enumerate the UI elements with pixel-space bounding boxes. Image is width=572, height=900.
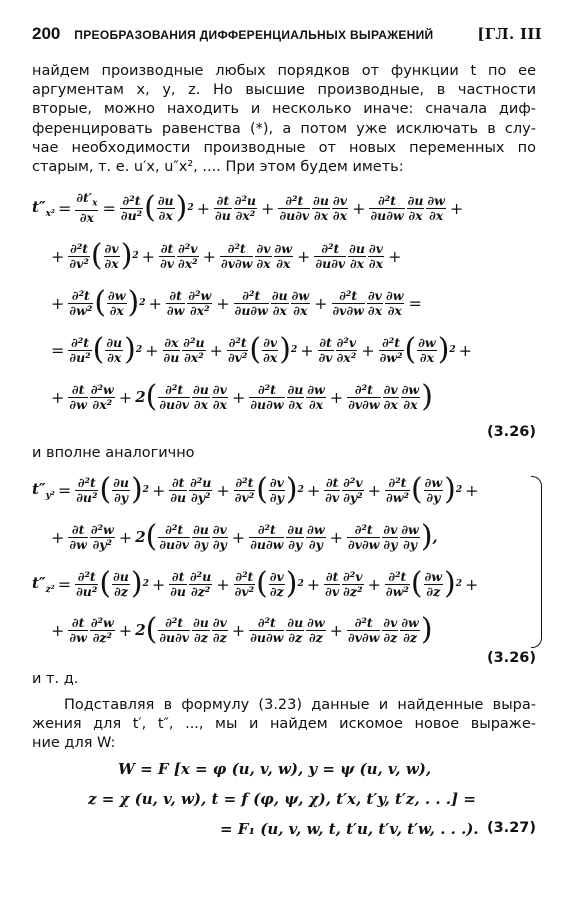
running-title: ПРЕОБРАЗОВАНИЯ ДИФФЕРЕНЦИАЛЬНЫХ ВЫРАЖЕНИЙ [74,28,434,42]
equation-label: (3.26) [486,650,536,666]
outro-paragraph [32,696,536,754]
equation-row: + $\frac{\partial t}{\partial w}$ $\frac{\text{∂²w}}{\text{∂z²}}$ + 2 ( $\frac{\text{∂²t}}{\partial u\partial v}$ $\frac{\partial u}{\partial z}$ $\frac{\partial v}{\partial z}$ + $\frac{\text{∂²t}}{\partial u\partial w}$ $\frac{\partial u}{\partial z}$ $\frac{\partial w}{\partial z}$ + $\frac{\text{∂²t}}{\partial v\partial w}$ $\frac{\partial v}{\partial z}$ $\frac{\partial w}{\partial z}$ ) [51,612,433,647]
text-line: и т. д. [32,671,79,687]
equation-row: + $\frac{\text{∂²t}}{\text{∂w²}}$ ( $\frac{\partial w}{\partial x}$ ) 2 + $\frac{\partial t}{\partial w}$ $\frac{\text{∂²w}}{\text{∂x²}}$ + $\frac{\text{∂²t}}{\partial u\partial w}$ $\frac{\partial u}{\partial x}$ $\frac{\partial w}{\partial x}$ + $\frac{\text{∂²t}}{\partial v\partial w}$ $\frac{\partial v}{\partial x}$ $\frac{\partial w}{\partial x}$ = [51,285,422,320]
text-line: ференцировать равенства (*), а потом уже исключать в слу- [32,120,536,137]
equation-row: $t''_{x^2}$ = $\frac{\partial t'_x}{\partial x}$ = $\frac{\text{∂²t}}{\text{∂u²}}$ ( $\frac{\partial u}{\partial x}$ ) 2 + $\frac{\partial t}{\partial u}$ $\frac{\text{∂²u}}{\text{∂x²}}$ + $\frac{\text{∂²t}}{\partial u\partial v}$ $\frac{\partial u}{\partial x}$ $\frac{\partial v}{\partial x}$ + $\frac{\text{∂²t}}{\partial u\partial w}$ $\frac{\partial u}{\partial x}$ $\frac{\partial w}{\partial x}$ + [32,189,464,226]
page-number: 200 [32,24,61,43]
equation-row: $t''_{z^2}$ = $\frac{\text{∂²t}}{\text{∂u²}}$ ( $\frac{\partial u}{\partial z}$ ) 2 + $\frac{\partial t}{\partial u}$ $\frac{\text{∂²u}}{\text{∂z²}}$ + $\frac{\text{∂²t}}{\text{∂v²}}$ ( $\frac{\partial v}{\partial z}$ ) 2 + $\frac{\partial t}{\partial v}$ $\frac{\text{∂²v}}{\text{∂z²}}$ + $\frac{\text{∂²t}}{\text{∂w²}}$ ( $\frac{\partial w}{\partial z}$ ) 2 + [32,566,479,601]
text-line: и вполне аналогично [32,445,195,461]
equation-row: = $\frac{\text{∂²t}}{\text{∂u²}}$ ( $\frac{\partial u}{\partial x}$ ) 2 + $\frac{\partial x}{\partial u}$ $\frac{\text{∂²u}}{\text{∂x²}}$ + $\frac{\text{∂²t}}{\text{∂v²}}$ ( $\frac{\partial v}{\partial x}$ ) 2 + $\frac{\partial t}{\partial v}$ $\frac{\text{∂²v}}{\text{∂x²}}$ + $\frac{\text{∂²t}}{\text{∂w²}}$ ( $\frac{\partial w}{\partial x}$ ) 2 + [51,332,473,367]
system-brace [531,476,542,648]
final-equation-line: = F₁ (u, v, w, t, t′u, t′v, t′w, . . .). [220,820,479,838]
intro-paragraph [32,62,536,177]
etc-text [32,670,536,689]
equation-row: + $\frac{\text{∂²t}}{\text{∂v²}}$ ( $\frac{\partial v}{\partial x}$ ) 2 + $\frac{\partial t}{\partial v}$ $\frac{\text{∂²v}}{\text{∂x²}}$ + $\frac{\text{∂²t}}{\partial v\partial w}$ $\frac{\partial v}{\partial x}$ $\frac{\partial w}{\partial x}$ + $\frac{\text{∂²t}}{\partial u\partial v}$ $\frac{\partial u}{\partial x}$ $\frac{\partial v}{\partial x}$ + [51,238,402,273]
text-line: вторые, можно находить и несколько иначе: сначала диф- [32,101,536,118]
equation-row: + $\frac{\partial t}{\partial w}$ $\frac{\text{∂²w}}{\text{∂x²}}$ + 2 ( $\frac{\text{∂²t}}{\partial u\partial v}$ $\frac{\partial u}{\partial x}$ $\frac{\partial v}{\partial x}$ + $\frac{\text{∂²t}}{\partial u\partial w}$ $\frac{\partial u}{\partial x}$ $\frac{\partial w}{\partial x}$ + $\frac{\text{∂²t}}{\partial v\partial w}$ $\frac{\partial v}{\partial x}$ $\frac{\partial w}{\partial x}$ ) [51,379,433,414]
equation-row: $t''_{y^2}$ = $\frac{\text{∂²t}}{\text{∂u²}}$ ( $\frac{\partial u}{\partial y}$ ) 2 + $\frac{\partial t}{\partial u}$ $\frac{\text{∂²u}}{\text{∂y²}}$ + $\frac{\text{∂²t}}{\text{∂v²}}$ ( $\frac{\partial v}{\partial y}$ ) 2 + $\frac{\partial t}{\partial v}$ $\frac{\text{∂²v}}{\text{∂y²}}$ + $\frac{\text{∂²t}}{\text{∂w²}}$ ( $\frac{\partial w}{\partial y}$ ) 2 + [32,472,479,507]
final-equation-line: W = F [x = φ (u, v, w), y = ψ (u, v, w), [118,760,432,778]
equation-label: (3.27) [486,820,536,836]
text-line: жения для t′, t″, ..., мы и найдем искомое новое выраже- [32,716,536,733]
text-line: ние для W: [32,735,116,752]
middle-text [32,444,536,463]
text-line: старым, т. е. u′x, u″x², .... При этом будем иметь: [32,159,404,176]
chapter-ref: [ГЛ. III [477,25,542,43]
text-line: чае необходимости производные от новых переменных по [32,139,536,156]
equation-row: + $\frac{\partial t}{\partial w}$ $\frac{\text{∂²w}}{\text{∂y²}}$ + 2 ( $\frac{\text{∂²t}}{\partial u\partial v}$ $\frac{\partial u}{\partial y}$ $\frac{\partial v}{\partial y}$ + $\frac{\text{∂²t}}{\partial u\partial w}$ $\frac{\partial u}{\partial y}$ $\frac{\partial w}{\partial y}$ + $\frac{\text{∂²t}}{\partial v\partial w}$ $\frac{\partial v}{\partial y}$ $\frac{\partial w}{\partial y}$ ) , [51,519,438,554]
final-equation-line: z = χ (u, v, w), t = f (φ, ψ, χ), t′x, t′y, t′z, . . .] = [88,790,476,808]
equation-label: (3.26) [486,424,536,440]
page-header [32,24,542,44]
text-line: Подставляя в формулу (3.23) данные и найденные выра- [64,697,536,713]
text-line: найдем производные любых порядков от функции t по ее [32,63,536,79]
text-line: аргументам x, y, z. Но высшие производные, в частности [32,82,536,99]
